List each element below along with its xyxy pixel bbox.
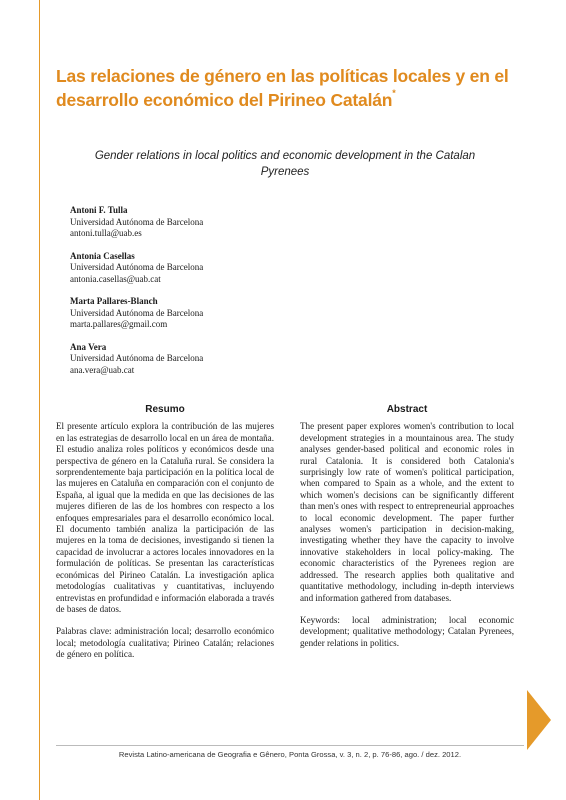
author-affiliation: Universidad Autónoma de Barcelona (70, 307, 204, 318)
paper-title (56, 64, 526, 112)
footer-divider (56, 745, 524, 746)
author-block (70, 205, 330, 240)
resumo-column (56, 404, 274, 661)
author-block (70, 296, 330, 331)
resumo-heading: Resumo (145, 404, 185, 415)
author-name: Antoni F. Tulla (70, 205, 128, 215)
resumo-body: El presente artículo explora la contribución de las mujeres en las estrategias de desarrollo local en un área de montaña. El estudio analiza roles políticos y económicos desde una perspectiva de género en la Cataluña rural. Se considera la sorprendentemente baja participación en la política local de las mujeres en Cataluña en comparación con el conjunto de España, al igual que la medida en que las decisiones de las mujeres difieren de las de los hombres con respecto a los enfoques empresariales para el desarrollo económico local. El documento también analiza la participación de las mujeres en la toma de decisiones, investigando si tienen la capacidad de involucrar a actores locales innovadores en la formulación de políticas. Se presentan las características económicas del Pirineo Catalán. La investigación aplica metodologías cualitativas y cuantitativas, incluyendo entrevistas en profundidad e información elaborada a través de bases de datos. (56, 421, 274, 614)
author-name: Marta Pallares-Blanch (70, 296, 158, 306)
abstract-column (300, 404, 514, 649)
abstract-body: The present paper explores women's contribution to local development strategies in a mountainous area. The study analyses gender-based political and economic roles in rural Catalonia. It is considered both Catalonia's surprisingly low rate of women's political participation, when compared to Spain as a whole, and the extent to which women's decisions can be significantly different than men's ones with respect to entrepreneurial approaches to local economic development. The paper further analyses women's participation in decision-making, investigating whether they have the capacity to involve innovative stakeholders in local policy-making. The economic characteristics of the Pyrenees region are addressed. The research applies both qualitative and quantitative methodology, including in-depth interviews and information gathered from databases. (300, 421, 514, 603)
paper-subtitle-english: Gender relations in local politics and economic development in the Catalan Pyrenees (94, 150, 476, 178)
title-footnote-marker: * (392, 88, 396, 98)
author-email[interactable]: antonia.casellas@uab.cat (70, 273, 161, 284)
author-name: Antonia Casellas (70, 250, 135, 261)
left-border-rule (39, 0, 40, 800)
resumo-keywords: Palabras clave: administración local; desarrollo económico local; metodología cualitativa; Pirineo Catalán; relaciones de género en política. (56, 626, 274, 660)
author-list (70, 205, 330, 387)
author-email[interactable]: ana.vera@uab.cat (70, 364, 135, 375)
author-block (70, 251, 330, 286)
author-email[interactable]: marta.pallares@gmail.com (70, 319, 168, 329)
author-name: Ana Vera (70, 341, 107, 352)
abstract-keywords: Keywords: local administration; local economic development; qualitative methodology; Catalan Pyrenees, gender relations in politics. (300, 614, 514, 648)
author-affiliation: Universidad Autónoma de Barcelona (70, 216, 204, 227)
title-text: Las relaciones de género en las políticas locales y en el desarrollo económico del Pirineo Catalán (56, 66, 509, 110)
journal-footer: Revista Latino-americana de Geografia e Gênero, Ponta Grossa, v. 3, n. 2, p. 76-86, ago. / dez. 2012. (118, 750, 462, 759)
abstract-heading: Abstract (386, 404, 428, 415)
author-email[interactable]: antoni.tulla@uab.es (70, 228, 142, 238)
author-affiliation: Universidad Autónoma de Barcelona (70, 353, 204, 363)
author-block (70, 342, 330, 377)
author-affiliation: Universidad Autónoma de Barcelona (70, 262, 204, 272)
next-page-arrow-icon[interactable] (527, 690, 551, 750)
